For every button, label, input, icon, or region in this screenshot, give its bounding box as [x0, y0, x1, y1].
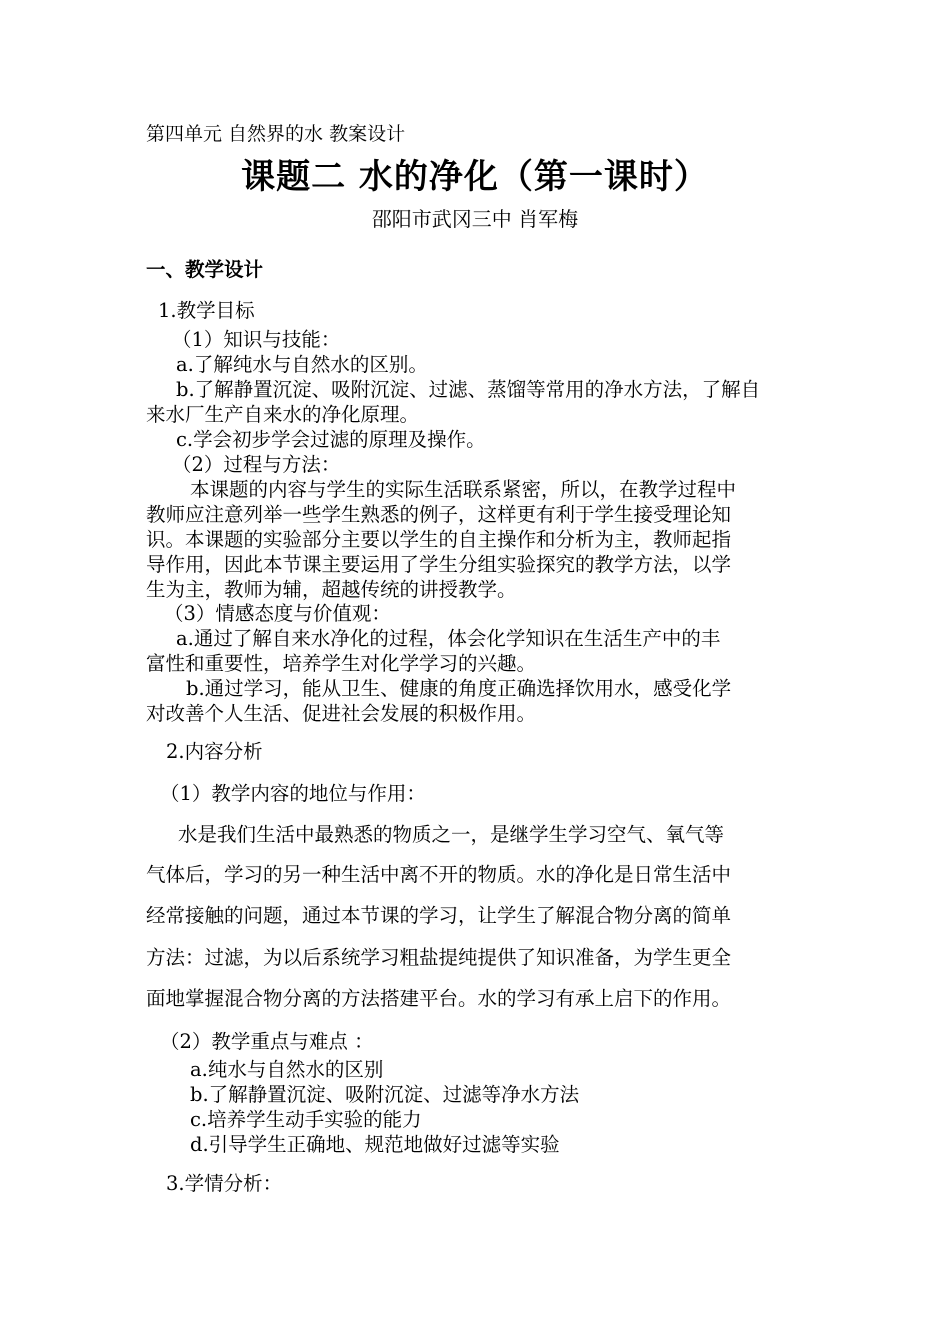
goal-item-b-line2: 来水厂生产自来水的净化原理。: [146, 403, 420, 426]
author-line: 邵阳市武冈三中 肖军梅: [371, 207, 579, 231]
key-point-d: d.引导学生正确地、规范地做好过滤等实验: [190, 1133, 560, 1156]
content-para-line4: 方法：过滤，为以后系统学习粗盐提纯提供了知识准备，为学生更全: [146, 946, 732, 969]
content-para-line2: 气体后，学习的另一种生活中离不开的物质。水的净化是日常生活中: [146, 863, 732, 886]
key-points-heading: （2）教学重点与难点 ：: [160, 1030, 374, 1053]
process-para-line3: 识。本课题的实验部分主要以学生的自主操作和分析为主，教师起指: [146, 528, 732, 551]
section-heading-teaching-design: 一、教学设计: [146, 258, 264, 281]
attitude-item-a-line2: 富性和重要性，培养学生对化学学习的兴趣。: [146, 652, 537, 675]
content-role-heading: （1）教学内容的地位与作用：: [160, 782, 426, 805]
attitude-heading: （3）情感态度与价值观：: [164, 602, 391, 625]
content-para-line5: 面地掌握混合物分离的方法搭建平台。水的学习有承上启下的作用。: [146, 987, 732, 1010]
content-analysis-heading: 2.内容分析: [166, 740, 263, 763]
attitude-item-a-line1: a.通过了解自来水净化的过程，体会化学知识在生活生产中的丰: [176, 627, 721, 650]
goal-item-c: c.学会初步学会过滤的原理及操作。: [176, 428, 486, 451]
knowledge-skills-heading: （1）知识与技能：: [172, 328, 341, 351]
learner-analysis-heading: 3.学情分析：: [166, 1172, 283, 1195]
attitude-item-b-line1: b.通过学习，能从卫生、健康的角度正确选择饮用水，感受化学: [186, 677, 732, 700]
lesson-title: 课题二 水的净化（第一课时）: [241, 157, 709, 197]
unit-header: 第四单元 自然界的水 教案设计: [146, 123, 406, 145]
content-para-line1: 水是我们生活中最熟悉的物质之一，是继学生学习空气、氧气等: [178, 823, 725, 846]
process-para-line4: 导作用，因此本节课主要运用了学生分组实验探究的教学方法，以学: [146, 553, 732, 576]
process-para-line2: 教师应注意列举一些学生熟悉的例子，这样更有利于学生接受理论知: [146, 503, 732, 526]
content-para-line3: 经常接触的问题，通过本节课的学习，让学生了解混合物分离的简单: [146, 904, 732, 927]
process-para-line5: 生为主，教师为辅，超越传统的讲授教学。: [146, 578, 517, 601]
goals-heading: 1.教学目标: [158, 299, 255, 322]
goal-item-b-line1: b.了解静置沉淀、吸附沉淀、过滤、蒸馏等常用的净水方法，了解自: [176, 378, 761, 401]
key-point-a: a.纯水与自然水的区别: [190, 1058, 384, 1081]
process-para-line1: 本课题的内容与学生的实际生活联系紧密，所以，在教学过程中: [190, 478, 737, 501]
attitude-item-b-line2: 对改善个人生活、促进社会发展的积极作用。: [146, 702, 537, 725]
key-point-c: c.培养学生动手实验的能力: [190, 1108, 422, 1131]
process-method-heading: （2）过程与方法：: [172, 453, 341, 476]
key-point-b: b.了解静置沉淀、吸附沉淀、过滤等净水方法: [190, 1083, 580, 1106]
goal-item-a: a.了解纯水与自然水的区别。: [176, 353, 428, 376]
